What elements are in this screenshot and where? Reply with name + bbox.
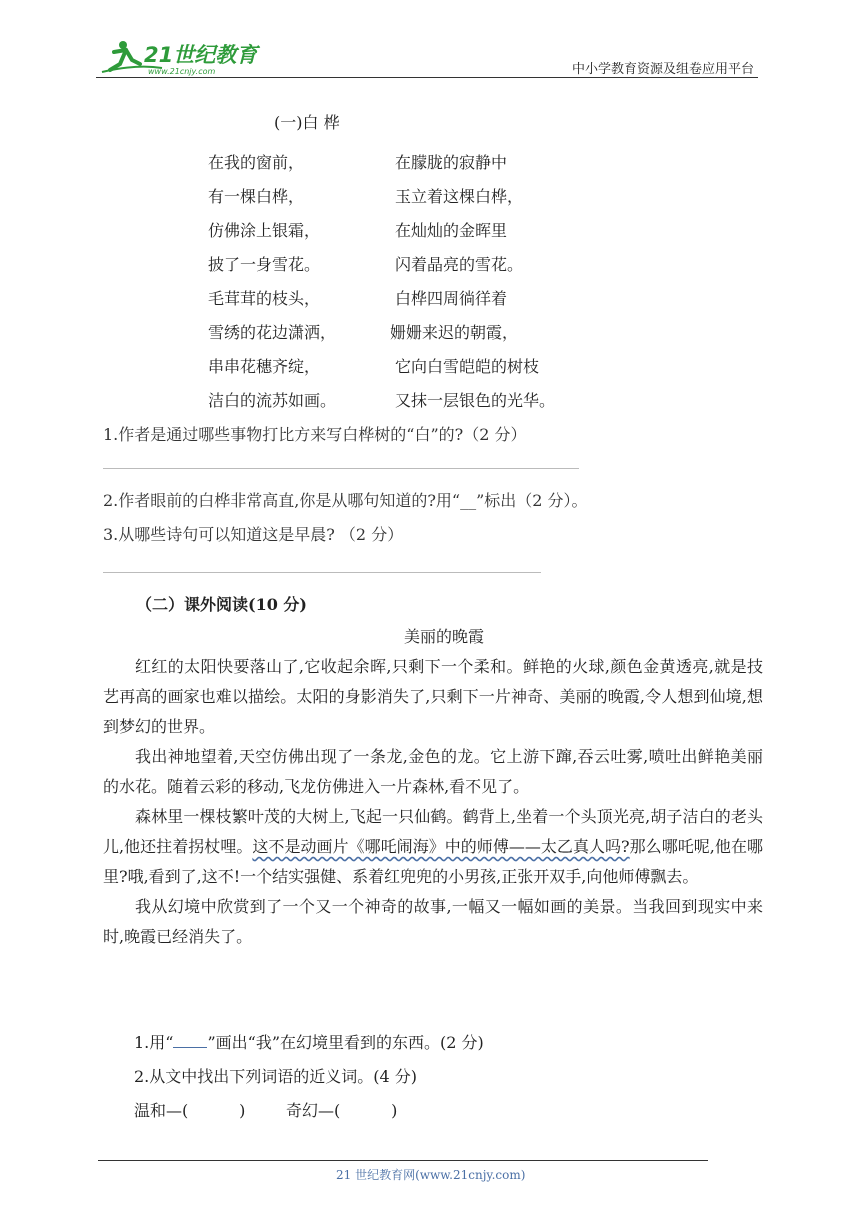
article-body (103, 652, 763, 952)
paragraph: 我从幻境中欣赏到了一个又一个神奇的故事,一幅又一幅如画的美景。当我回到现实中来时,晚霞已经消失了。 (103, 897, 763, 946)
poem-right-line: 在朦胧的寂静中 (395, 153, 508, 172)
question-2: 2.作者眼前的白桦非常高直,你是从哪句知道的?用“__”标出（2 分）。 (103, 491, 588, 510)
poem-left-line: 在我的窗前， (208, 153, 305, 172)
header-divider (96, 77, 758, 78)
paragraph-text: 那么哪吒呢,他在哪里?哦,看到了,这不!一个结实强健、系着红兜兜的小男孩,正张开双手,向他师傅飘去。 (103, 837, 763, 886)
poem-left-line: 仿佛涂上银霜， (208, 221, 321, 240)
underline-sample (173, 1033, 207, 1048)
poem-right-line: 白桦四周徜徉着 (395, 289, 508, 308)
poem-left-line: 串串花穗齐绽， (208, 357, 321, 376)
question-2-2: 2.从文中找出下列词语的近义词。(4 分) (134, 1067, 418, 1086)
poem-right-line: 姗姗来迟的朝霞， (390, 323, 519, 342)
poem-right-line: 它向白雪皑皑的树枝 (395, 357, 540, 376)
paragraph-text: 森林里一棵枝繁叶茂的大树上,飞起一只仙鹤。鹤背上,坐着一个头顶光亮,胡子洁白的老头儿,他还拄着拐杖哩。 (103, 807, 763, 856)
answer-line[interactable] (103, 468, 579, 469)
footer-link[interactable]: 21 世纪教育网(www.21cnjy.com) (336, 1168, 526, 1182)
poem-right-line: 闪着晶亮的雪花。 (395, 255, 524, 274)
logo-url: www.21cnjy.com (148, 67, 216, 76)
paragraph (103, 802, 763, 892)
poem-left-line: 雪绣的花边潇洒， (208, 323, 337, 342)
question-2-1 (134, 1030, 484, 1053)
paragraph: 我出神地望着,天空仿佛出现了一条龙,金色的龙。它上游下蹿,吞云吐雾,喷吐出鲜艳美丽的水花。随着云彩的移动,飞龙仿佛进入一片森林,看不见了。 (103, 747, 763, 796)
poem-left-line: 披了一身雪花。 (208, 255, 321, 274)
poem-left-line: 洁白的流苏如画。 (208, 391, 337, 410)
logo-text: 21世纪教育 (144, 43, 258, 67)
answer-line[interactable] (103, 572, 541, 573)
poem-right-line: 又抹一层银色的光华。 (395, 391, 556, 410)
question-3: 3.从哪些诗句可以知道这是早晨? （2 分） (103, 525, 404, 544)
question-1: 1.作者是通过哪些事物打比方来写白桦树的“白”的?（2 分） (103, 425, 527, 444)
poem-title: (一)白 桦 (274, 113, 340, 132)
footer-divider (98, 1160, 708, 1161)
poem-left-line: 有一棵白桦， (208, 187, 305, 206)
poem-right-line: 在灿灿的金晖里 (395, 221, 508, 240)
poem-right-line: 玉立着这棵白桦， (395, 187, 524, 206)
section-title: （二）课外阅读(10 分) (136, 595, 307, 614)
platform-label: 中小学教育资源及组卷应用平台 (572, 62, 755, 77)
article-title: 美丽的晚霞 (404, 627, 485, 646)
question-text: ”画出“我”在幻境里看到的东西。(2 分) (207, 1033, 484, 1052)
site-logo (96, 34, 266, 78)
synonym-blanks[interactable]: 温和—( ) 奇幻—( ) (134, 1101, 398, 1120)
paragraph: 红红的太阳快要落山了,它收起余晖,只剩下一个柔和。鲜艳的火球,颜色金黄透亮,就是技艺再高的画家也难以描绘。太阳的身影消失了,只剩下一片神奇、美丽的晚霞,令人想到仙境,想到梦幻的世界。 (103, 657, 763, 736)
question-text: 1.用“ (134, 1033, 174, 1052)
wavy-underlined-text: 这不是动画片《哪吒闹海》中的师傅——太乙真人吗? (252, 837, 630, 856)
poem-left-line: 毛茸茸的枝头， (208, 289, 321, 308)
